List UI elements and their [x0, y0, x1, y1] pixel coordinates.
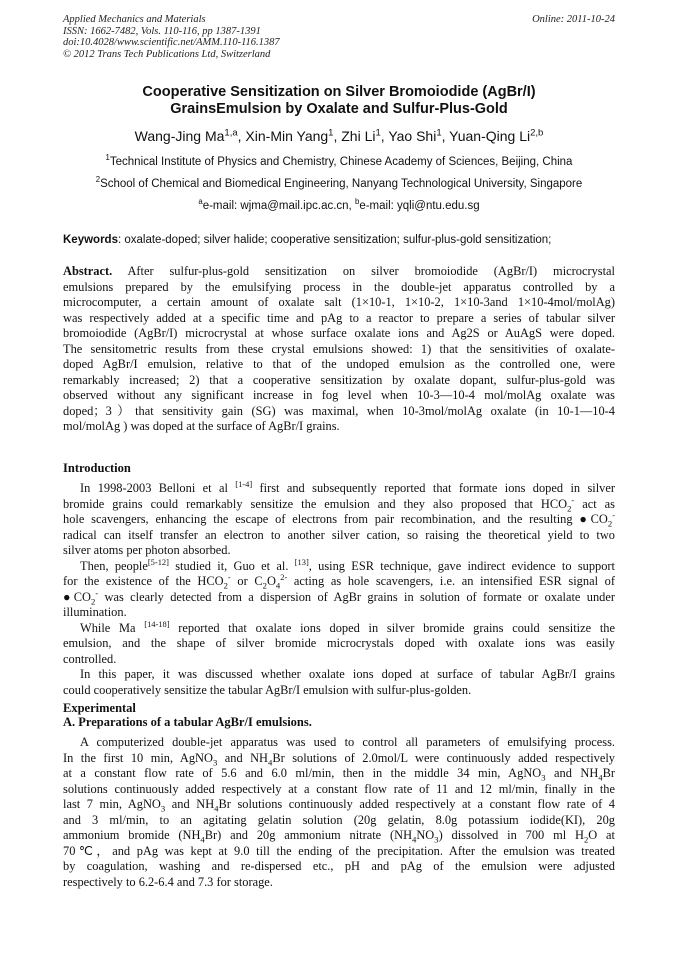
paragraph-line: respectively to 6.2-6.4 and 7.3 for storage.	[63, 874, 273, 889]
affiliation-text: School of Chemical and Biomedical Engineering, Nanyang Technological University, Singapore	[100, 178, 583, 190]
abstract-line: doped AgBr/I emulsion, relative to that of the undoped emulsion as the controlled one, were	[63, 357, 615, 371]
experimental-heading: Experimental	[63, 701, 136, 715]
introduction-heading: Introduction	[63, 461, 131, 475]
email-mark: b	[354, 197, 360, 207]
citation: [1-4]	[235, 478, 253, 489]
abstract-line: The sensitometric results from these crystal emulsions showed: 1) that the sensitivities of oxalate-	[63, 341, 615, 356]
paragraph-line: A computerized double-jet apparatus was used to control all parameters of emulsifying process.	[80, 735, 615, 749]
paragraph-line: In the first 10 min, AgNO$_3$ and $NH_4Br$ solutions of 2.0mol/L were continuously added respectively	[63, 750, 616, 767]
author-separator: ,	[237, 128, 246, 144]
paragraph-line: Then, people[5-12] studied it, Guo et al. [13], using ESR technique, gave indirect evidence to support	[80, 556, 616, 573]
paragraph-line: by coagulation, washing and re-dispersed etc., pH and pAg of the emulsion were adjusted	[63, 859, 615, 873]
paragraph-line: solutions continuously added respectively at a constant flow rate of 11 and 12 ml/min, finally in the	[63, 781, 615, 796]
email-mark: a	[198, 197, 203, 207]
affiliation-text: Technical Institute of Physics and Chemistry, Chinese Academy of Sciences, Beijing, China	[109, 156, 573, 168]
author-separator: ,	[333, 128, 342, 144]
abstract-line: was respectively added at a specific time and pAg to a reactor to prepare a series of tabular silver	[63, 310, 615, 325]
email-b: e-mail: yqli@ntu.edu.sg	[359, 200, 480, 212]
experimental-body	[63, 735, 615, 890]
author-affiliation-mark: 1,a	[224, 127, 238, 139]
paragraph-line: illumination.	[63, 605, 127, 619]
abstract-line: microcomputer, a certain amount of oxalate salt (1×10-1, 1×10-2, 1×10-3and 1×10-4mol/molAg)	[63, 295, 615, 309]
citation: [14-18]	[144, 618, 170, 629]
experimental-subheading: A. Preparations of a tabular AgBr/I emulsions.	[63, 715, 312, 729]
author-affiliation-mark: 1	[328, 127, 334, 139]
paragraph-line: controlled.	[63, 651, 117, 666]
abstract-line: bromoiodide (AgBr/I) microcrystal at whose surface oxalate ions and Ag2S or AuAgS were doped.	[63, 326, 615, 340]
author-separator: ,	[441, 128, 450, 144]
paper-title	[63, 84, 615, 118]
author-name: Xin-Min Yang	[245, 128, 329, 144]
author-name: Zhi Li	[341, 128, 376, 144]
abstract-line: observed without any significant increase in fog level when 10-3—10-4 mol/molAg oxalate was	[63, 388, 615, 402]
affiliation-mark: 1	[105, 153, 110, 163]
paragraph-line: bromide grains could remarkably sensitize the emulsion and they also proposed that $HCO_2^-$ act as	[63, 494, 615, 513]
paragraph-line: and 3 ml/min, to an agitating gelatin solution (20g gelatin, 8.0g potassium iodide(KI), 20g	[63, 812, 615, 827]
abstract	[63, 264, 615, 435]
paragraph-line: $●CO_2^-$ was clearly detected from a dispersion of AgBr grains in solution of formate or oxalate under	[63, 587, 616, 606]
paragraph-line: for the existence of the $HCO_2^-$ or $C_2O_4^{2-}$ acting as hole scavengers, i.e. an intensified ESR signal of	[63, 571, 615, 591]
citation: [5-12]	[147, 556, 169, 567]
copyright-line: © 2012 Trans Tech Publications Ltd, Switzerland	[63, 48, 271, 60]
paragraph-line: emulsion, and the shape of silver bromide microcrystals doped with oxalate ions was easily	[63, 636, 615, 650]
author-list	[63, 128, 615, 144]
affiliation-mark: 2	[95, 175, 101, 185]
author-separator: ,	[380, 128, 389, 144]
paragraph-line: at a constant flow rate of 5.6 and 6.0 ml/min, then in the middle 34 min, AgNO$_3$ and $NH_4Br$	[63, 766, 615, 783]
paragraph-line: ammonium bromide $(NH_4Br)$ and 20g ammonium nitrate $(NH_4NO_3)$ dissolved in 700 ml $H_2O$ at	[63, 828, 615, 845]
title-line-2: GrainsEmulsion by Oxalate and Sulfur-Plus-Gold	[170, 101, 508, 117]
abstract-line: remarkably increased; 2) that a cooperative sensitization by oxalate dopant, sulfur-plus-gold was	[63, 372, 615, 387]
author-affiliation-mark: 1	[375, 127, 381, 139]
keywords-text: : oxalate-doped; silver halide; cooperative sensitization; sulfur-plus-gold sensitization;	[117, 234, 552, 246]
paragraph-line: hole scavengers, enhancing the escape of electrons from pair recombination, and the resulting $●CO_2^-$	[63, 509, 615, 529]
keywords-label: Keywords	[63, 234, 118, 246]
paragraph-line: radical can itself transfer an electron to another silver cation, so raising the theoretical yield to two	[63, 527, 615, 542]
author-name: Yao Shi	[388, 128, 437, 144]
citation: [13]	[294, 556, 309, 567]
journal-header	[63, 14, 615, 60]
abstract-line: doped；3）that sensitivity gain (SG) was maximal, when 10-3mol/molAg oxalate (in 10-1—10-4	[63, 403, 615, 418]
paragraph-line: In this paper, it was discussed whether oxalate ions doped at surface of tabular AgBr/I grains	[80, 667, 615, 681]
author-affiliation-mark: 2,b	[530, 127, 544, 139]
paragraph-line: silver atoms per photon absorbed.	[63, 543, 231, 557]
title-line-1: Cooperative Sensitization on Silver Bromoiodide (AgBr/I)	[142, 84, 536, 100]
abstract-label: Abstract.	[63, 264, 113, 278]
paragraph-line: In 1998-2003 Belloni et al [1-4] first and subsequently reported that formate ions doped in silver	[80, 478, 615, 495]
author-name: Wang-Jing Ma	[134, 128, 225, 144]
author-name: Yuan-Qing Li	[449, 128, 531, 144]
email-a: e-mail: wjma@mail.ipc.ac.cn,	[202, 200, 355, 212]
online-date: Online: 2011-10-24	[532, 14, 615, 25]
issn-line: ISSN: 1662-7482, Vols. 110-116, pp 1387-1391	[63, 25, 261, 37]
journal-name: Applied Mechanics and Materials	[63, 14, 206, 25]
paragraph-line: While Ma [14-18] reported that oxalate ions doped in silver bromide grains could sensitize the	[80, 618, 615, 635]
doi-line: doi:10.4028/www.scientific.net/AMM.110-116.1387	[63, 37, 280, 48]
author-affiliation-mark: 1	[436, 127, 442, 139]
paragraph-line: last 7 min, AgNO$_3$ and $NH_4Br$ solutions continuously added respectively at a constant flow rate of 4	[63, 797, 615, 814]
email-line	[63, 197, 615, 213]
affiliation-2	[63, 175, 615, 191]
paragraph-line: 70℃，and pAg was kept at 9.0 till the ending of the precipitation. After the emulsion was treated	[63, 843, 615, 858]
paragraph-line: could cooperatively sensitize the tabular AgBr/I emulsion with sulfur-plus-golden.	[63, 682, 472, 697]
introduction-body	[63, 478, 616, 698]
abstract-line: mol/molAg ) was doped at the surface of AgBr/I grains.	[63, 419, 340, 433]
abstract-line: Abstract. After sulfur-plus-gold sensitization on silver bromoiodide (AgBr/I) microcrystal	[63, 264, 615, 278]
keywords	[63, 234, 623, 247]
abstract-line: emulsions prepared by the emulsifying process in the double-jet apparatus controlled by a	[63, 279, 615, 294]
affiliation-1	[63, 153, 615, 169]
